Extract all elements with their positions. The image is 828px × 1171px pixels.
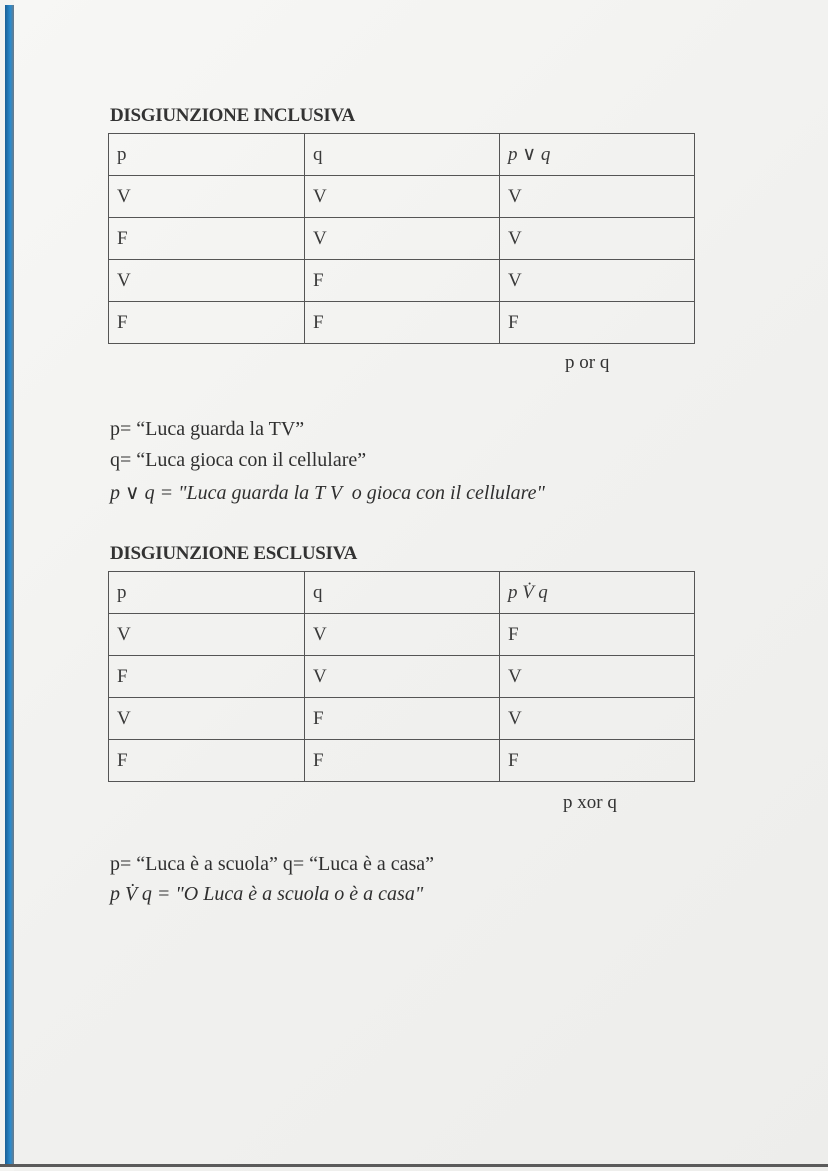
header-cell: q (305, 134, 500, 176)
table-cell: V (500, 218, 695, 260)
table-row (109, 740, 695, 782)
table-cell: V (500, 176, 695, 218)
table-row (109, 656, 695, 698)
table-row (109, 218, 695, 260)
header-cell: p ∨ q (500, 134, 695, 176)
table-row (109, 176, 695, 218)
example-p-inclusive: p= “Luca guarda la TV” (110, 418, 305, 440)
example-result-exclusive: p V̇ q = "O Luca è a scuola o è a casa" (110, 883, 424, 905)
table-cell: F (109, 656, 305, 698)
table-cell: V (305, 614, 500, 656)
table-row (109, 302, 695, 344)
table-cell: F (305, 740, 500, 782)
table-cell: F (305, 302, 500, 344)
header-cell: p (109, 572, 305, 614)
table-cell: V (109, 260, 305, 302)
table-cell: V (500, 656, 695, 698)
table-cell: F (305, 260, 500, 302)
table-cell: F (305, 698, 500, 740)
header-cell: p (109, 134, 305, 176)
operator-label-xor: p xor q (563, 792, 617, 813)
example-q-inclusive: q= “Luca gioca con il cellulare” (110, 449, 367, 471)
table-cell: V (305, 218, 500, 260)
table-header-row (109, 134, 695, 176)
table-cell: V (305, 656, 500, 698)
table-cell: V (109, 698, 305, 740)
heading-exclusive: DISGIUNZIONE ESCLUSIVA (110, 543, 357, 564)
header-cell: q (305, 572, 500, 614)
truth-table-exclusive (108, 571, 695, 782)
example-pq-exclusive: p= “Luca è a scuola” q= “Luca è a casa” (110, 853, 435, 875)
table-cell: F (500, 740, 695, 782)
table-cell: V (109, 614, 305, 656)
heading-inclusive: DISGIUNZIONE INCLUSIVA (110, 105, 355, 126)
page-bottom-edge (0, 1164, 828, 1167)
table-cell: F (109, 218, 305, 260)
table-cell: F (500, 614, 695, 656)
table-cell: V (109, 176, 305, 218)
binder-edge (5, 5, 14, 1165)
example-result-inclusive: p ∨ q = "Luca guarda la T V o gioca con il cellulare" (110, 482, 545, 504)
truth-table-inclusive (108, 133, 695, 344)
table-row (109, 614, 695, 656)
table-row (109, 260, 695, 302)
table-cell: F (109, 740, 305, 782)
table-cell: V (500, 260, 695, 302)
table-header-row (109, 572, 695, 614)
table-cell: F (109, 302, 305, 344)
header-cell: p V̇ q (500, 572, 695, 614)
table-cell: V (500, 698, 695, 740)
table-row (109, 698, 695, 740)
operator-label-or: p or q (565, 352, 610, 373)
table-cell: F (500, 302, 695, 344)
table-cell: V (305, 176, 500, 218)
